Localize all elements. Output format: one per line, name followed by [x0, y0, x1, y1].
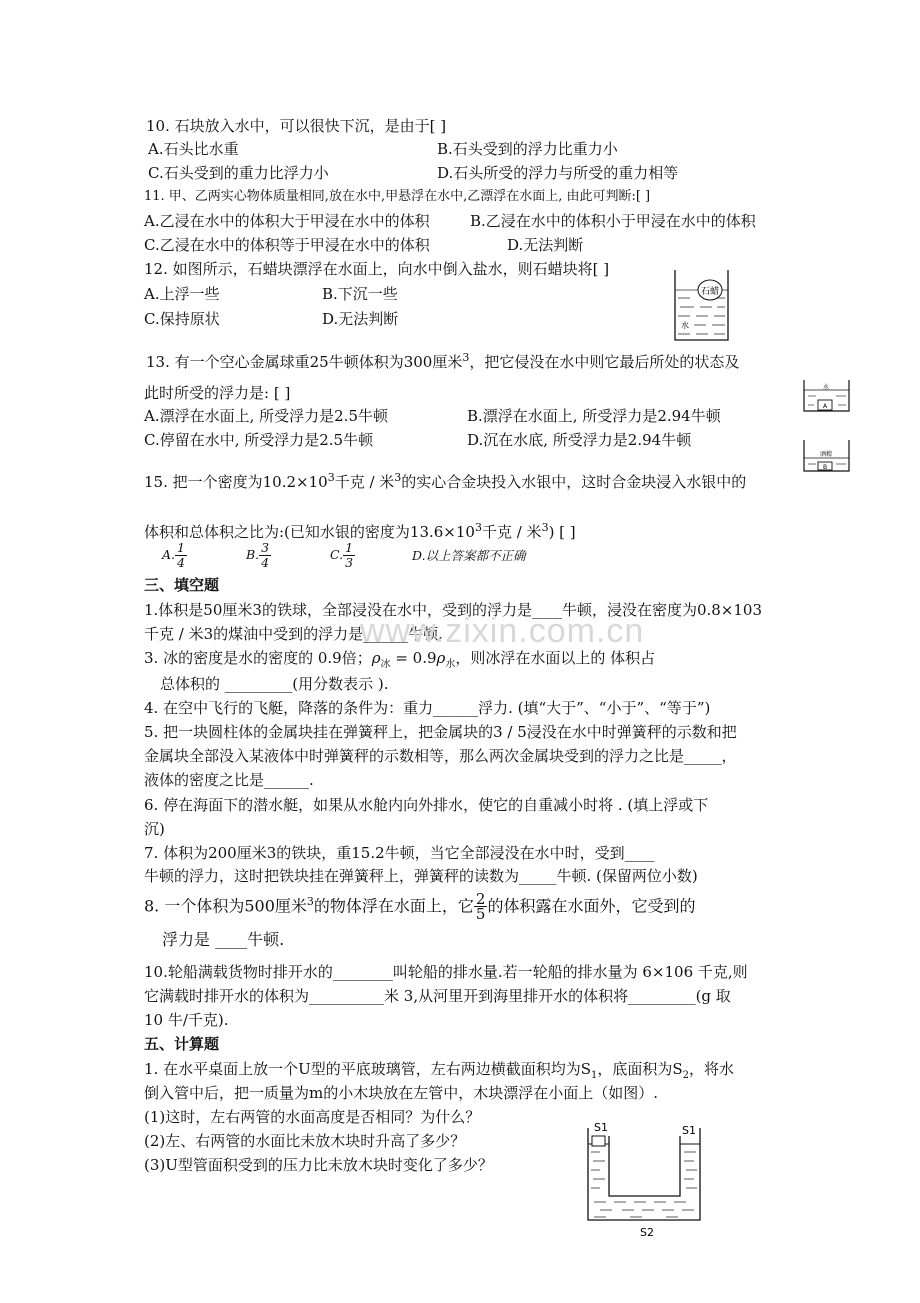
q13-stem-pre: 13. 有一个空心金属球重25牛顿体积为300厘米 [146, 353, 463, 371]
q11-stem: 11. 甲、乙两实心物体质量相同,放在水中,甲悬浮在水中,乙漂浮在水面上, 由此可判断:[ ] [144, 189, 651, 204]
q15-option-c [330, 541, 355, 570]
q15-option-a [162, 541, 187, 570]
fill-3-post: ，则冰浮在水面以上的 体积占 [455, 649, 656, 667]
calc-1-figure-s2: S2 [640, 1226, 654, 1239]
q13-figure-a [802, 378, 852, 414]
calc-1-q2: (2)左、右两管的水面比未放木块时升高了多少？ [144, 1132, 466, 1150]
q15-sup4: 3 [541, 521, 549, 534]
section-title-fill-in: 三、填空题 [144, 577, 220, 594]
q13-option-d: D.沉在水底, 所受浮力是2.94牛顿 [467, 431, 692, 449]
fill-1-line1: 1.体积是50厘米3的铁球，全部浸没在水中，受到的浮力是____牛顿，浸没在密度为0.8×103 [144, 601, 762, 619]
q15-stem-pre: 15. 把一个密度为10.2×10 [144, 473, 328, 491]
fill-3-sub-water: 水 [445, 659, 456, 670]
fill-3-pre: 3. 冰的密度是水的密度的 0.9倍； [144, 649, 372, 667]
section-title-calculation: 五、计算题 [144, 1036, 220, 1053]
q13-option-b: B.漂浮在水面上, 所受浮力是2.94牛顿 [467, 407, 721, 425]
fill-3-line1 [144, 648, 655, 675]
q10-option-a: A.石头比水重 [148, 140, 239, 158]
q12-figure-block-label: 石蜡 [700, 287, 720, 297]
q15-stem2-pre: 体积和总体积之比为:(已知水银的密度为13.6×10 [144, 523, 475, 541]
q15-stem-line2 [144, 518, 576, 542]
q10-option-d: D.石头所受的浮力与所受的重力相等 [437, 164, 679, 182]
calc-1-mid: ，底面积为S [597, 1060, 683, 1078]
fill-10-line2: 它满载时排开水的体积为__________米 3,从河里开到海里排开水的体积将_________(g 取 [144, 987, 731, 1005]
q15-option-b-num: 3 [261, 540, 270, 555]
q12-figure-beaker [672, 268, 732, 344]
q13-option-c: C.停留在水中, 所受浮力是2.5牛顿 [144, 431, 374, 449]
fill-7-line1: 7. 体积为200厘米3的铁块，重15.2牛顿，当它全部浸没在水中时，受到____ [144, 844, 655, 862]
calc-1-sub2: 2 [682, 1070, 690, 1081]
q15-stem2-post: ) [ ] [548, 523, 576, 541]
calc-1-q1: (1)这时，左右两管的水面高度是否相同？为什么？ [144, 1108, 481, 1126]
fill-6-line1: 6. 停在海面下的潜水艇，如果从水舱内向外排水，使它的自重减小时将 . (填上浮或下 [144, 796, 709, 814]
q11-option-c: C.乙浸在水中的体积等于甲浸在水中的体积 [144, 236, 430, 254]
fill-8-line2: 浮力是 ____牛顿. [162, 930, 285, 949]
fill-3-line2: 总体积的 _________(用分数表示 ). [160, 675, 389, 693]
q15-option-c-num: 1 [345, 540, 354, 555]
q13-figure-a-top: 水 [822, 384, 830, 391]
q12-option-b: B.下沉一些 [322, 285, 398, 303]
fill-8-sup: 3 [306, 895, 314, 908]
q15-stem [144, 468, 746, 492]
fill-5-line3: 液体的密度之比是______. [144, 771, 314, 789]
q13-figure-b-top: 酒精 [819, 451, 833, 458]
calc-1-pre: 1. 在水平桌面上放一个U型的平底玻璃管，左右两边横截面积均为S [144, 1060, 591, 1078]
q15-stem2-mid: 千克 / 米 [481, 523, 542, 541]
fill-3-eq: = 0.9 [390, 649, 437, 667]
q15-stem-mid: 千克 / 米 [334, 473, 395, 491]
q15-option-b-den: 4 [261, 555, 270, 570]
q11-option-d: D.无法判断 [507, 236, 584, 254]
calc-1-figure-u-tube [580, 1118, 710, 1244]
q15-option-c-label: C. [330, 547, 344, 562]
q15-option-a-den: 4 [177, 555, 185, 570]
fill-7-line2: 牛顿的浮力，这时把铁块挂在弹簧秤上，弹簧秤的读数为_____牛顿. (保留两位小数) [144, 867, 698, 885]
q15-option-c-den: 3 [345, 555, 354, 570]
fill-4: 4. 在空中飞行的飞艇，降落的条件为：重力______浮力. (填“大于”、“小于”、“等于”) [144, 699, 711, 717]
q11-option-b: B.乙浸在水中的体积小于甲浸在水中的体积 [470, 212, 756, 230]
calc-1-figure-s1-right: S1 [682, 1124, 696, 1137]
calc-1-post: ，将水 [689, 1060, 735, 1078]
q15-stem-post: 的实心合金块投入水银中，这时合金块浸入水银中的 [401, 473, 747, 491]
q15-sup1: 3 [327, 471, 335, 484]
q13-stem-sup: 3 [462, 351, 470, 364]
q15-option-a-label: A. [162, 547, 176, 562]
fill-3-rho-ice: ρ [371, 649, 381, 667]
calc-1-line1 [144, 1059, 734, 1086]
q15-sup3: 3 [474, 521, 482, 534]
fill-3-sub-ice: 冰 [380, 659, 391, 670]
fill-8-post: 的体积露在水面外，它受到的 [487, 896, 696, 916]
fill-3-rho-water: ρ [436, 649, 446, 667]
q15-sup2: 3 [394, 471, 402, 484]
q13-stem [146, 348, 739, 372]
fill-8-pre: 8. 一个体积为500厘米 [144, 896, 307, 916]
fill-8-num: 2 [475, 890, 486, 909]
q15-option-d: D.以上答案都不正确 [412, 548, 526, 563]
q13-figure-b-block: B [822, 464, 828, 471]
q15-option-a-num: 1 [177, 540, 185, 555]
q10-stem: 10. 石块放入水中，可以很快下沉，是由于[ ] [146, 117, 447, 135]
q15-option-b-label: B. [246, 547, 260, 562]
fill-6-line2: 沉) [144, 820, 165, 838]
q11-option-a: A.乙浸在水中的体积大于甲浸在水中的体积 [144, 212, 430, 230]
fill-5-line1: 5. 把一块圆柱体的金属块挂在弹簧秤上，把金属块的3 / 5浸没在水中时弹簧秤的示数和把 [144, 723, 737, 741]
q13-option-a: A.漂浮在水面上, 所受浮力是2.5牛顿 [144, 407, 388, 425]
fill-5-line2: 金属块全部没入某液体中时弹簧秤的示数相等，那么两次金属块受到的浮力之比是_____， [144, 747, 737, 765]
q13-stem-line2: 此时所受的浮力是: [ ] [144, 384, 291, 402]
calc-1-figure-s1-left: S1 [594, 1121, 608, 1134]
q13-figure-a-block: A [822, 403, 828, 410]
calc-1-line2: 倒入管中后，把一质量为m的小木块放在左管中，木块漂浮在小面上（如图）. [144, 1084, 658, 1102]
q12-option-a: A.上浮一些 [144, 285, 220, 303]
watermark: www.zixin.com.cn [360, 612, 645, 650]
q10-option-b: B.石头受到的浮力比重力小 [437, 140, 618, 158]
q12-stem: 12. 如图所示，石蜡块漂浮在水面上，向水中倒入盐水，则石蜡块将[ ] [144, 260, 610, 278]
q12-figure-water-label: 水 [681, 321, 689, 330]
fill-1-line2: 千克 / 米3的煤油中受到的浮力是______牛顿. [144, 625, 443, 643]
fill-10-line3: 10 牛/千克). [144, 1011, 229, 1029]
q12-option-c: C.保持原状 [144, 310, 220, 328]
q15-option-b [246, 541, 271, 570]
fill-8-line1 [144, 890, 696, 924]
calc-1-sub1: 1 [591, 1070, 598, 1081]
fill-8-den: 5 [475, 905, 486, 924]
q10-option-c: C.石头受到的重力比浮力小 [148, 164, 329, 182]
fill-8-mid: 的物体浮在水面上，它 [313, 896, 474, 916]
calc-1-q3: (3)U型管面积受到的压力比未放木块时变化了多少？ [144, 1156, 493, 1174]
q13-figure-b [802, 438, 852, 474]
fill-10-line1: 10.轮船满载货物时排开水的________叫轮船的排水量.若一轮船的排水量为 6×106 千克,则 [144, 963, 748, 981]
q12-option-d: D.无法判断 [322, 310, 399, 328]
q13-stem-post: ，把它侵没在水中则它最后所处的状态及 [469, 353, 740, 371]
